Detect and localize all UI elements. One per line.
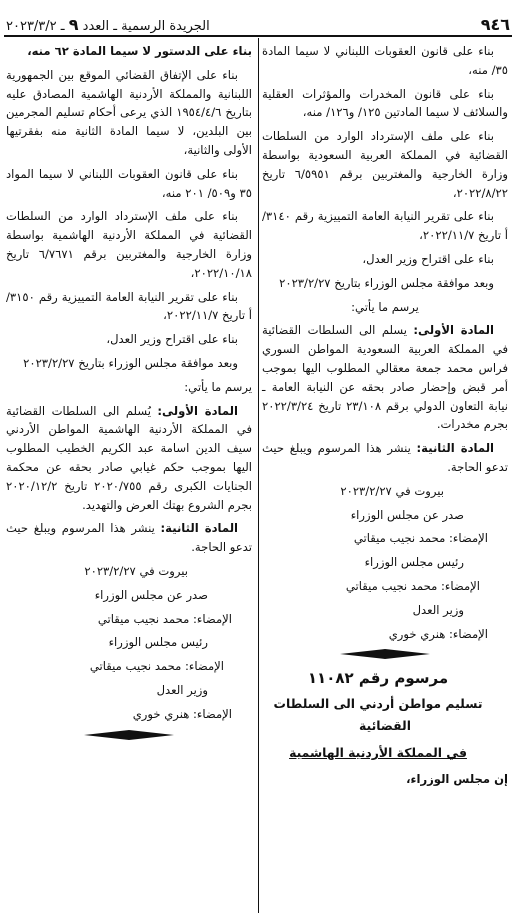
signature: الإمضاء: محمد نجيب ميقاتي <box>89 659 224 674</box>
article-2 <box>6 519 252 557</box>
issued-by: صدر عن مجلس الوزراء <box>350 507 464 522</box>
article-text: يُسلم الى السلطات القضائية في المملكة الأردنية الهاشمية المواطن الأردني سيف الدين اسامة عبد الكريم الخطيب المطلوب اليها بموجب حكم غيابي صادر بحقه عن محكمة الجنايات الكبرى رقم ٢٠٢٠/٧٥٥ تاريخ ٢٠٢٠/١٢/٢ بجرم الشروع بهتك العرض والتهديد. <box>6 403 252 512</box>
issue-date: ـ ٢٠٢٣/٣/٢ <box>6 19 65 34</box>
paragraph: بناء على اقتراح وزير العدل، <box>106 332 238 347</box>
paragraph: بناء على ملف الإسترداد الوارد من السلطات القضائية في المملكة الأردنية الهاشمية بواسطة وزارة الخارجية والمغتربين برقم ٦/٧٦٧١ تاريخ ٢٠٢٢/١٠/١٨، <box>6 209 252 280</box>
page-number: ٩٤٦ <box>480 15 510 34</box>
decree-title <box>262 742 508 764</box>
issue-number: ٩ <box>68 15 79 34</box>
paragraph: وبعد موافقة مجلس الوزراء بتاريخ ٢٠٢٣/٢/٢٧ <box>279 275 494 290</box>
paragraph: بناء على قانون العقوبات اللبناني لا سيما المواد ٣٥ و٥٠٩/ ٢٠١ منه، <box>6 166 252 200</box>
paragraph: وبعد موافقة مجلس الوزراء بتاريخ ٢٠٢٣/٢/٢٧ <box>23 355 238 370</box>
signature: الإمضاء: محمد نجيب ميقاتي <box>353 531 488 546</box>
signature: الإمضاء: هنري خوري <box>132 706 232 721</box>
pm-title: رئيس مجلس الوزراء <box>108 635 208 650</box>
minister-title: وزير العدل <box>156 682 208 697</box>
article-label: المادة الأولى: <box>413 323 495 338</box>
separator-ornament <box>340 649 430 659</box>
article-1 <box>262 321 508 434</box>
header-rule <box>4 35 512 37</box>
paragraph: بناء على قانون العقوبات اللبناني لا سيما المادة ٣٥/ منه، <box>262 44 508 77</box>
signature: الإمضاء: محمد نجيب ميقاتي <box>345 578 480 593</box>
paragraph: بناء على الإتفاق القضائي الموقع بين الجمهورية اللبنانية والمملكة الأردنية الهاشمية المصادق عليه بتاريخ ١٩٥٤/٤/٦ الذي يرعى أحكام تسليم المجرمين بين البلدين، لا سيما المادة الثانية منه بفقرتيها الأولى والثانية، <box>6 67 252 157</box>
decree-preamble: يرسم ما يأتي: <box>184 379 252 394</box>
page-header <box>6 6 510 34</box>
column-divider <box>258 38 259 913</box>
article-label: المادة الأولى: <box>157 403 239 418</box>
article-text: ينشر هذا المرسوم ويبلغ حيث تدعو الحاجة. <box>6 521 252 555</box>
article-text: ينشر هذا المرسوم ويبلغ حيث تدعو الحاجة. <box>262 441 508 474</box>
issued-by: صدر عن مجلس الوزراء <box>94 587 208 602</box>
place-date: بيروت في ٢٠٢٣/٢/٢٧ <box>340 483 444 498</box>
right-column <box>262 42 508 794</box>
signature: الإمضاء: محمد نجيب ميقاتي <box>97 611 232 626</box>
gazette-title <box>6 15 210 34</box>
paragraph: بناء على تقرير النيابة العامة التمييزية رقم ٣١٥٠/أ تاريخ ٢٠٢٢/١١/٧، <box>6 289 252 323</box>
paragraph: بناء على اقتراح وزير العدل، <box>362 251 494 266</box>
paragraph: بناء على تقرير النيابة العامة التمييزية رقم ٣١٤٠/أ تاريخ ٢٠٢٢/١١/٧، <box>262 209 508 243</box>
decree-title: تسليم مواطن أردني الى السلطات القضائية <box>273 696 483 734</box>
article-text: يسلم الى السلطات القضائية في المملكة العربية السعودية المواطن السوري فراس محمد جمعة معقالي المطلوب اليها بموجب أمر قبض وإحضار صادر بحقه عن النيابة العامة ـ نيابة التعاون الدولي برقم ٢٣/١٠٨ تاريخ ٢٠٢٢/٣/٢٤ بجرم مخدرات. <box>262 323 508 432</box>
signature: الإمضاء: هنري خوري <box>388 626 488 641</box>
article-2 <box>262 439 508 477</box>
paragraph: بناء على الدستور لا سيما المادة ٦٢ منه، <box>27 44 252 58</box>
pm-title: رئيس مجلس الوزراء <box>364 555 464 570</box>
minister-title: وزير العدل <box>412 602 464 617</box>
decree-title-line2: في المملكة الأردنية الهاشمية <box>289 745 467 761</box>
council-intro: إن مجلس الوزراء، <box>406 772 508 787</box>
separator-ornament <box>84 730 174 740</box>
article-1 <box>6 402 252 515</box>
paragraph: بناء على قانون المخدرات والمؤثرات العقلية والسلائف لا سيما المادتين ١٢٥/ و١٢٦/ منه، <box>262 86 508 120</box>
place-date: بيروت في ٢٠٢٣/٢/٢٧ <box>84 563 188 578</box>
article-label: المادة الثانية: <box>160 521 239 536</box>
decree-number: مرسوم رقم ١١٠٨٢ <box>307 669 449 688</box>
decree-preamble: يرسم ما يأتي: <box>351 299 419 314</box>
gazette-name: الجريدة الرسمية ـ العدد <box>82 19 210 34</box>
article-label: المادة الثانية: <box>416 441 495 456</box>
paragraph: بناء على ملف الإسترداد الوارد من السلطات القضائية في المملكة العربية السعودية بواسطة وزارة الخارجية والمغتربين برقم ٦/٥٩٥١ تاريخ ٢٠٢٢/٨/٢٢، <box>262 129 508 200</box>
left-column <box>6 42 252 750</box>
